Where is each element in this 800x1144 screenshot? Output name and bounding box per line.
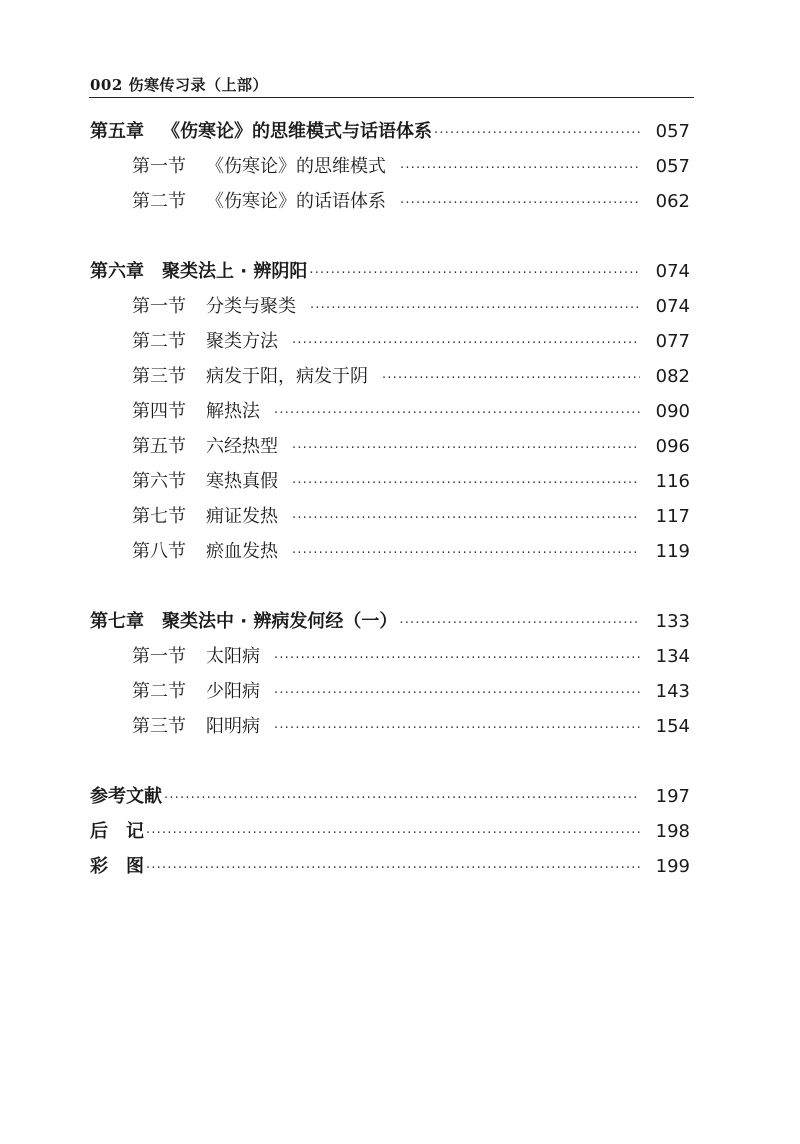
chapter-number: 第五章 xyxy=(90,121,144,142)
running-header: 002 伤寒传习录（上部） xyxy=(90,76,269,94)
section-number: 第三节 xyxy=(132,366,186,387)
dot-leader xyxy=(292,326,640,361)
toc-color-plates[interactable] xyxy=(90,849,690,884)
section-number: 第四节 xyxy=(132,401,186,422)
dot-leader xyxy=(292,501,640,536)
section-number: 第八节 xyxy=(132,541,186,562)
page-number: 133 xyxy=(655,611,690,632)
page-number: 199 xyxy=(655,856,690,877)
page-number: 057 xyxy=(655,156,690,177)
page-number: 143 xyxy=(655,681,690,702)
section-number: 第一节 xyxy=(132,646,186,667)
section-title: 太阳病 xyxy=(206,646,260,667)
toc-section[interactable] xyxy=(90,709,690,744)
page-number: 074 xyxy=(655,261,690,282)
section-title: 痈证发热 xyxy=(206,506,278,527)
dot-leader xyxy=(274,396,640,431)
chapter-number: 第六章 xyxy=(90,261,144,282)
section-number: 第三节 xyxy=(132,716,186,737)
section-title: 解热法 xyxy=(206,401,260,422)
section-title: 阳明病 xyxy=(206,716,260,737)
section-title: 《伤寒论》的思维模式 xyxy=(206,156,386,177)
dot-leader xyxy=(400,186,640,221)
section-number: 第六节 xyxy=(132,471,186,492)
toc-section[interactable] xyxy=(90,184,690,219)
toc-section[interactable] xyxy=(90,464,690,499)
page-number: 074 xyxy=(655,296,690,317)
section-title: 《伤寒论》的话语体系 xyxy=(206,191,386,212)
toc-section[interactable] xyxy=(90,534,690,569)
section-title: 病发于阳，病发于阴 xyxy=(206,366,368,387)
toc-chapter-5[interactable] xyxy=(90,114,690,149)
toc-section[interactable] xyxy=(90,394,690,429)
header-rule xyxy=(89,97,694,98)
page-number: 090 xyxy=(655,401,690,422)
section-number: 第七节 xyxy=(132,506,186,527)
section-title: 寒热真假 xyxy=(206,471,278,492)
section-number: 第一节 xyxy=(132,296,186,317)
toc-section[interactable] xyxy=(90,639,690,674)
back-matter-title: 后 记 xyxy=(90,821,144,842)
dot-leader xyxy=(164,781,640,816)
back-matter-title: 彩 图 xyxy=(90,856,144,877)
toc-chapter-7[interactable] xyxy=(90,604,690,639)
chapter-title: 《伤寒论》的思维模式与话语体系 xyxy=(162,121,432,142)
chapter-title: 聚类法上 · 辨阴阳 xyxy=(162,261,308,282)
section-number: 第二节 xyxy=(132,681,186,702)
dot-leader xyxy=(292,431,640,466)
chapter-title: 聚类法中 · 辨病发何经（一） xyxy=(162,611,398,632)
section-number: 第二节 xyxy=(132,191,186,212)
toc-section[interactable] xyxy=(90,289,690,324)
back-matter-title: 参考文献 xyxy=(90,786,162,807)
toc-section[interactable] xyxy=(90,674,690,709)
dot-leader xyxy=(146,816,640,851)
toc-section[interactable] xyxy=(90,429,690,464)
page-number: 119 xyxy=(655,541,690,562)
toc-afterword[interactable] xyxy=(90,814,690,849)
section-title: 分类与聚类 xyxy=(206,296,296,317)
dot-leader xyxy=(400,151,640,186)
dot-leader xyxy=(434,116,640,151)
dot-leader xyxy=(292,536,640,571)
toc-section[interactable] xyxy=(90,324,690,359)
page-number: 057 xyxy=(655,121,690,142)
toc-chapter-6[interactable] xyxy=(90,254,690,289)
toc-references[interactable] xyxy=(90,779,690,814)
page-number: 198 xyxy=(655,821,690,842)
toc-section[interactable] xyxy=(90,359,690,394)
page-number: 077 xyxy=(655,331,690,352)
page-number: 197 xyxy=(655,786,690,807)
section-title: 少阳病 xyxy=(206,681,260,702)
page-number: 134 xyxy=(655,646,690,667)
dot-leader xyxy=(310,291,640,326)
page-number: 117 xyxy=(655,506,690,527)
dot-leader xyxy=(399,606,640,641)
table-of-contents xyxy=(90,114,690,884)
section-number: 第五节 xyxy=(132,436,186,457)
section-title: 聚类方法 xyxy=(206,331,278,352)
page-number: 116 xyxy=(655,471,690,492)
section-number: 第一节 xyxy=(132,156,186,177)
toc-section[interactable] xyxy=(90,149,690,184)
dot-leader xyxy=(382,361,640,396)
dot-leader xyxy=(274,711,640,746)
toc-section[interactable] xyxy=(90,499,690,534)
page-number: 062 xyxy=(655,191,690,212)
chapter-number: 第七章 xyxy=(90,611,144,632)
dot-leader xyxy=(309,256,640,291)
page-number: 154 xyxy=(655,716,690,737)
dot-leader xyxy=(146,851,640,886)
dot-leader xyxy=(274,676,640,711)
section-number: 第二节 xyxy=(132,331,186,352)
dot-leader xyxy=(274,641,640,676)
section-title: 瘀血发热 xyxy=(206,541,278,562)
page-number: 082 xyxy=(655,366,690,387)
dot-leader xyxy=(292,466,640,501)
section-title: 六经热型 xyxy=(206,436,278,457)
page-number: 096 xyxy=(655,436,690,457)
